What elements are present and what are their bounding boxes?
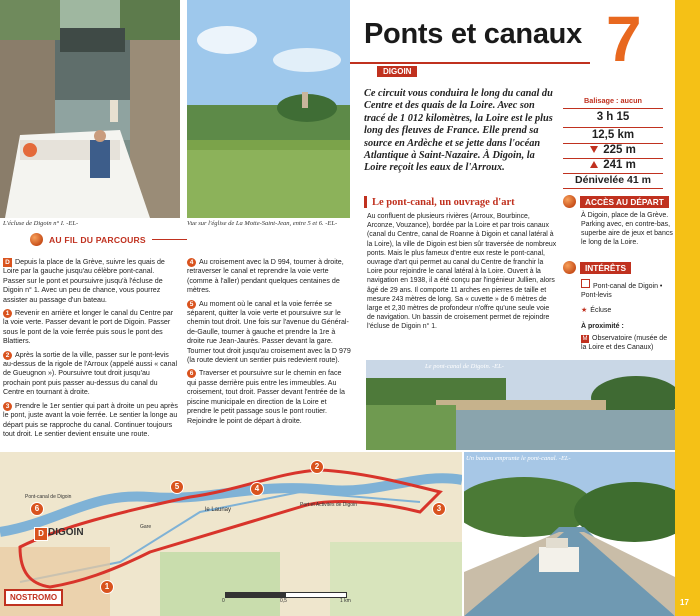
step-d [3,258,178,305]
interest-item-3 [581,334,673,352]
interest-label: Écluse [590,307,612,314]
caption-bateau: Un bateau emprunte le pont-canal. -EL- [466,455,571,462]
step-text: Traverser et poursuivre sur le chemin en face qui passe derrière puis entre les immeubles. Au croisement, tout droit. Passer devant l'entrée de la piscine municipale en direction de la Loire et prendre le petit passage sous le pont routier. Rejoindre le point de départ à droite. [187,369,345,425]
museum-icon: M [582,336,588,342]
bullet-ball-icon [30,233,43,246]
step-number-1: 1 [3,309,12,318]
caption-pont-canal: Le pont-canal de Digoin. -EL- [425,363,504,370]
scale-0: 0 [222,598,225,604]
parcours-title: AU FIL DU PARCOURS [49,234,146,245]
map-label-gare: Gare [140,524,152,530]
star-icon: ★ [581,307,588,314]
info-divider [563,188,663,189]
interest-label: Pont-canal de Digoin • Pont-levis [581,283,663,299]
scale-mid: 0,5 [280,598,287,604]
caption-eglise: Vue sur l'église de La Motte-Saint-Jean, entre 5 et 6. -EL- [187,220,338,227]
step-text: Au moment où le canal et la voie ferrée se séparent, quitter la voie verte et poursuivre sur le chemin tout droit. Une fois sur l'avenue du Général-de-Gaulle, tourner à gauche et prendre la 1re à droite rue Jean-Jaurès. Passer devant la gare. Tourner tout droit jusqu'au croisement avec la D 979 (la route devient un sentier puis redevient route). [187,299,351,365]
step-number-4: 4 [187,258,196,267]
balisage-label: Balisage : aucun [584,96,642,105]
descent: 225 m [603,144,636,156]
page-edge-tab [675,0,700,616]
info-divider [563,108,663,109]
step-4 [187,258,351,296]
caption-ecluse: L'écluse de Digoin n° I. -EL- [3,220,79,227]
step-text: Depuis la place de la Grève, suivre les quais de Loire par la gauche jusqu'au célèbre pont-canal. Passer sur le pont et poursuivre jusqu'à l'écluse de Digoin n° 1. Avec un peu de chance, vous pourrez assister au passage d'un bateau. [3,258,165,304]
map-marker-5: 5 [170,480,184,494]
triangle-down-icon [590,146,598,153]
step-text: Au croisement avec la D 994, tourner à droite, retraverser le canal et reprendre la voie verte (comme à l'aller) pendant quelques centaines de mètres. [187,258,344,295]
map-marker-1: 1 [100,580,114,594]
access-heading [563,195,669,208]
pont-canal-text: Au confluent de plusieurs rivières (Arroux, Bourbince, Arconze, Vouzance), bordée par la Loire et par trois canaux (canal du Centre, canal de Roanne à Digoin et canal latéral à la Loire), la ville de Digoin est bien sûr traversée de nombreux ponts. Mais le plus fameux d'entre eux reste le pont-canal, ouvrage d'art qui permet au canal du Centre de franchir la Loire pour rejoindre le canal latéral à la Loire. Ouvert à la navigation en 1938, il a été conçu par l'ingénieur Jullien, alors âgé de 29 ans. Il comporte 11 arches en pierres de taille et mesure 243 mètres de long. Sa « cuvette » de 6 mètres de large et 2,30 mètres de profondeur n'offre qu'une seule voie de navigation. Un bassin de croisement permet de rejoindre l'écluse de Digoin n° 1. [367,213,557,331]
step-number-6: 6 [187,369,196,378]
map-label-port: Port et Activités de Digoin [300,502,357,508]
steps-column-2 [187,258,351,430]
scale-km: 1 km [340,598,351,604]
distance: 12,5 km [591,129,635,141]
proximity-label: À proximité : [581,323,624,330]
step-text: Après la sortie de la ville, passer sur le pont-levis au-dessus de la rigole de l'Arroux (appelé aussi « canal de Gueugnon »). Poursuivre tout droit jusqu'au prochain pont puis passer au-dessus du canal du Centre en tournant à droite. [3,350,178,397]
map-marker-3: 3 [432,502,446,516]
ascent: 241 m [603,159,636,171]
interests-title: INTÉRÊTS [580,262,631,274]
pont-canal-heading [364,196,515,208]
map-marker-4: 4 [250,482,264,496]
interest-item-1 [581,279,673,300]
photo-ecluse [0,0,180,218]
start-marker-icon: D [3,258,12,267]
step-text: Revenir en arrière et longer le canal du Centre par la voie verte. Passer devant le port de Digoin. Passer sous le pont de la voie ferrée puis sous le pont des Blattiers. [3,309,174,346]
photo-bateau [464,452,675,616]
step-2 [3,351,178,398]
parcours-rule [152,239,187,240]
step-3 [3,402,178,440]
bullet-ball-icon [563,261,576,274]
duration: 3 h 15 [596,111,630,123]
photo-pont-canal [366,360,675,450]
interest-item-2 [581,306,673,315]
location-badge: DIGOIN [377,66,417,77]
info-divider [563,127,663,128]
map-marker-6: 6 [30,502,44,516]
step-text: Prendre le 1er sentier qui part à droite un peu après le pont, juste avant la voie ferrée. Le sentier la longe au départ puis se rapproche du canal. Continuer toujours tout droit. Le sentier devient ensuite une route. [3,401,178,438]
page-title: Ponts et canaux [364,18,582,50]
elevation-gain: Dénivelée 41 m [575,174,651,186]
step-6 [187,369,351,425]
pont-canal-title: Le pont-canal, un ouvrage d'art [372,196,515,208]
photo-eglise [187,0,350,218]
monument-icon [581,279,590,288]
intro-text [364,88,556,175]
interest-label: Observatoire (musée de la Loire et des Canaux) [581,335,668,351]
map-label-pont: Pont-canal de Digoin [25,494,72,500]
map-label-town: DIGOIN [48,527,84,538]
steps-column-1 [3,258,178,443]
bullet-icon [364,196,367,208]
map-label-launay: le Launay [205,507,232,513]
title-rule [350,62,590,64]
route-number: 7 [606,3,642,75]
map-marker-2: 2 [310,460,324,474]
intro-paragraph: Ce circuit vous conduira le long du canal du Centre et des quais de la Loire. Avec son tracé de 1 012 kilomètres, la Loire est le plus long des fleuves de France. Elle prend sa source en Ardèche et se jette dans l'océan Atlantique à Saint-Nazaire. À Digoin, la Loire reçoit les eaux de l'Arroux. [364,88,553,174]
route-map [0,452,462,616]
step-1 [3,309,178,347]
step-number-5: 5 [187,300,196,309]
map-marker-d: D [34,527,48,541]
bullet-ball-icon [563,195,576,208]
access-title: ACCÈS AU DÉPART [580,196,669,208]
parcours-heading [30,233,187,246]
step-number-2: 2 [3,351,12,360]
step-5 [187,300,351,366]
triangle-up-icon [590,161,598,168]
ascent-row [563,159,663,171]
nostromo-logo: NOSTROMO [4,589,63,606]
step-number-3: 3 [3,402,12,411]
access-text: À Digoin, place de la Grève. Parking avec, en contre-bas, superbe aire de jeux et bancs le long de la Loire. [581,212,673,246]
page-number: 17 [680,598,689,607]
interests-heading [563,261,631,274]
descent-row [563,144,663,156]
